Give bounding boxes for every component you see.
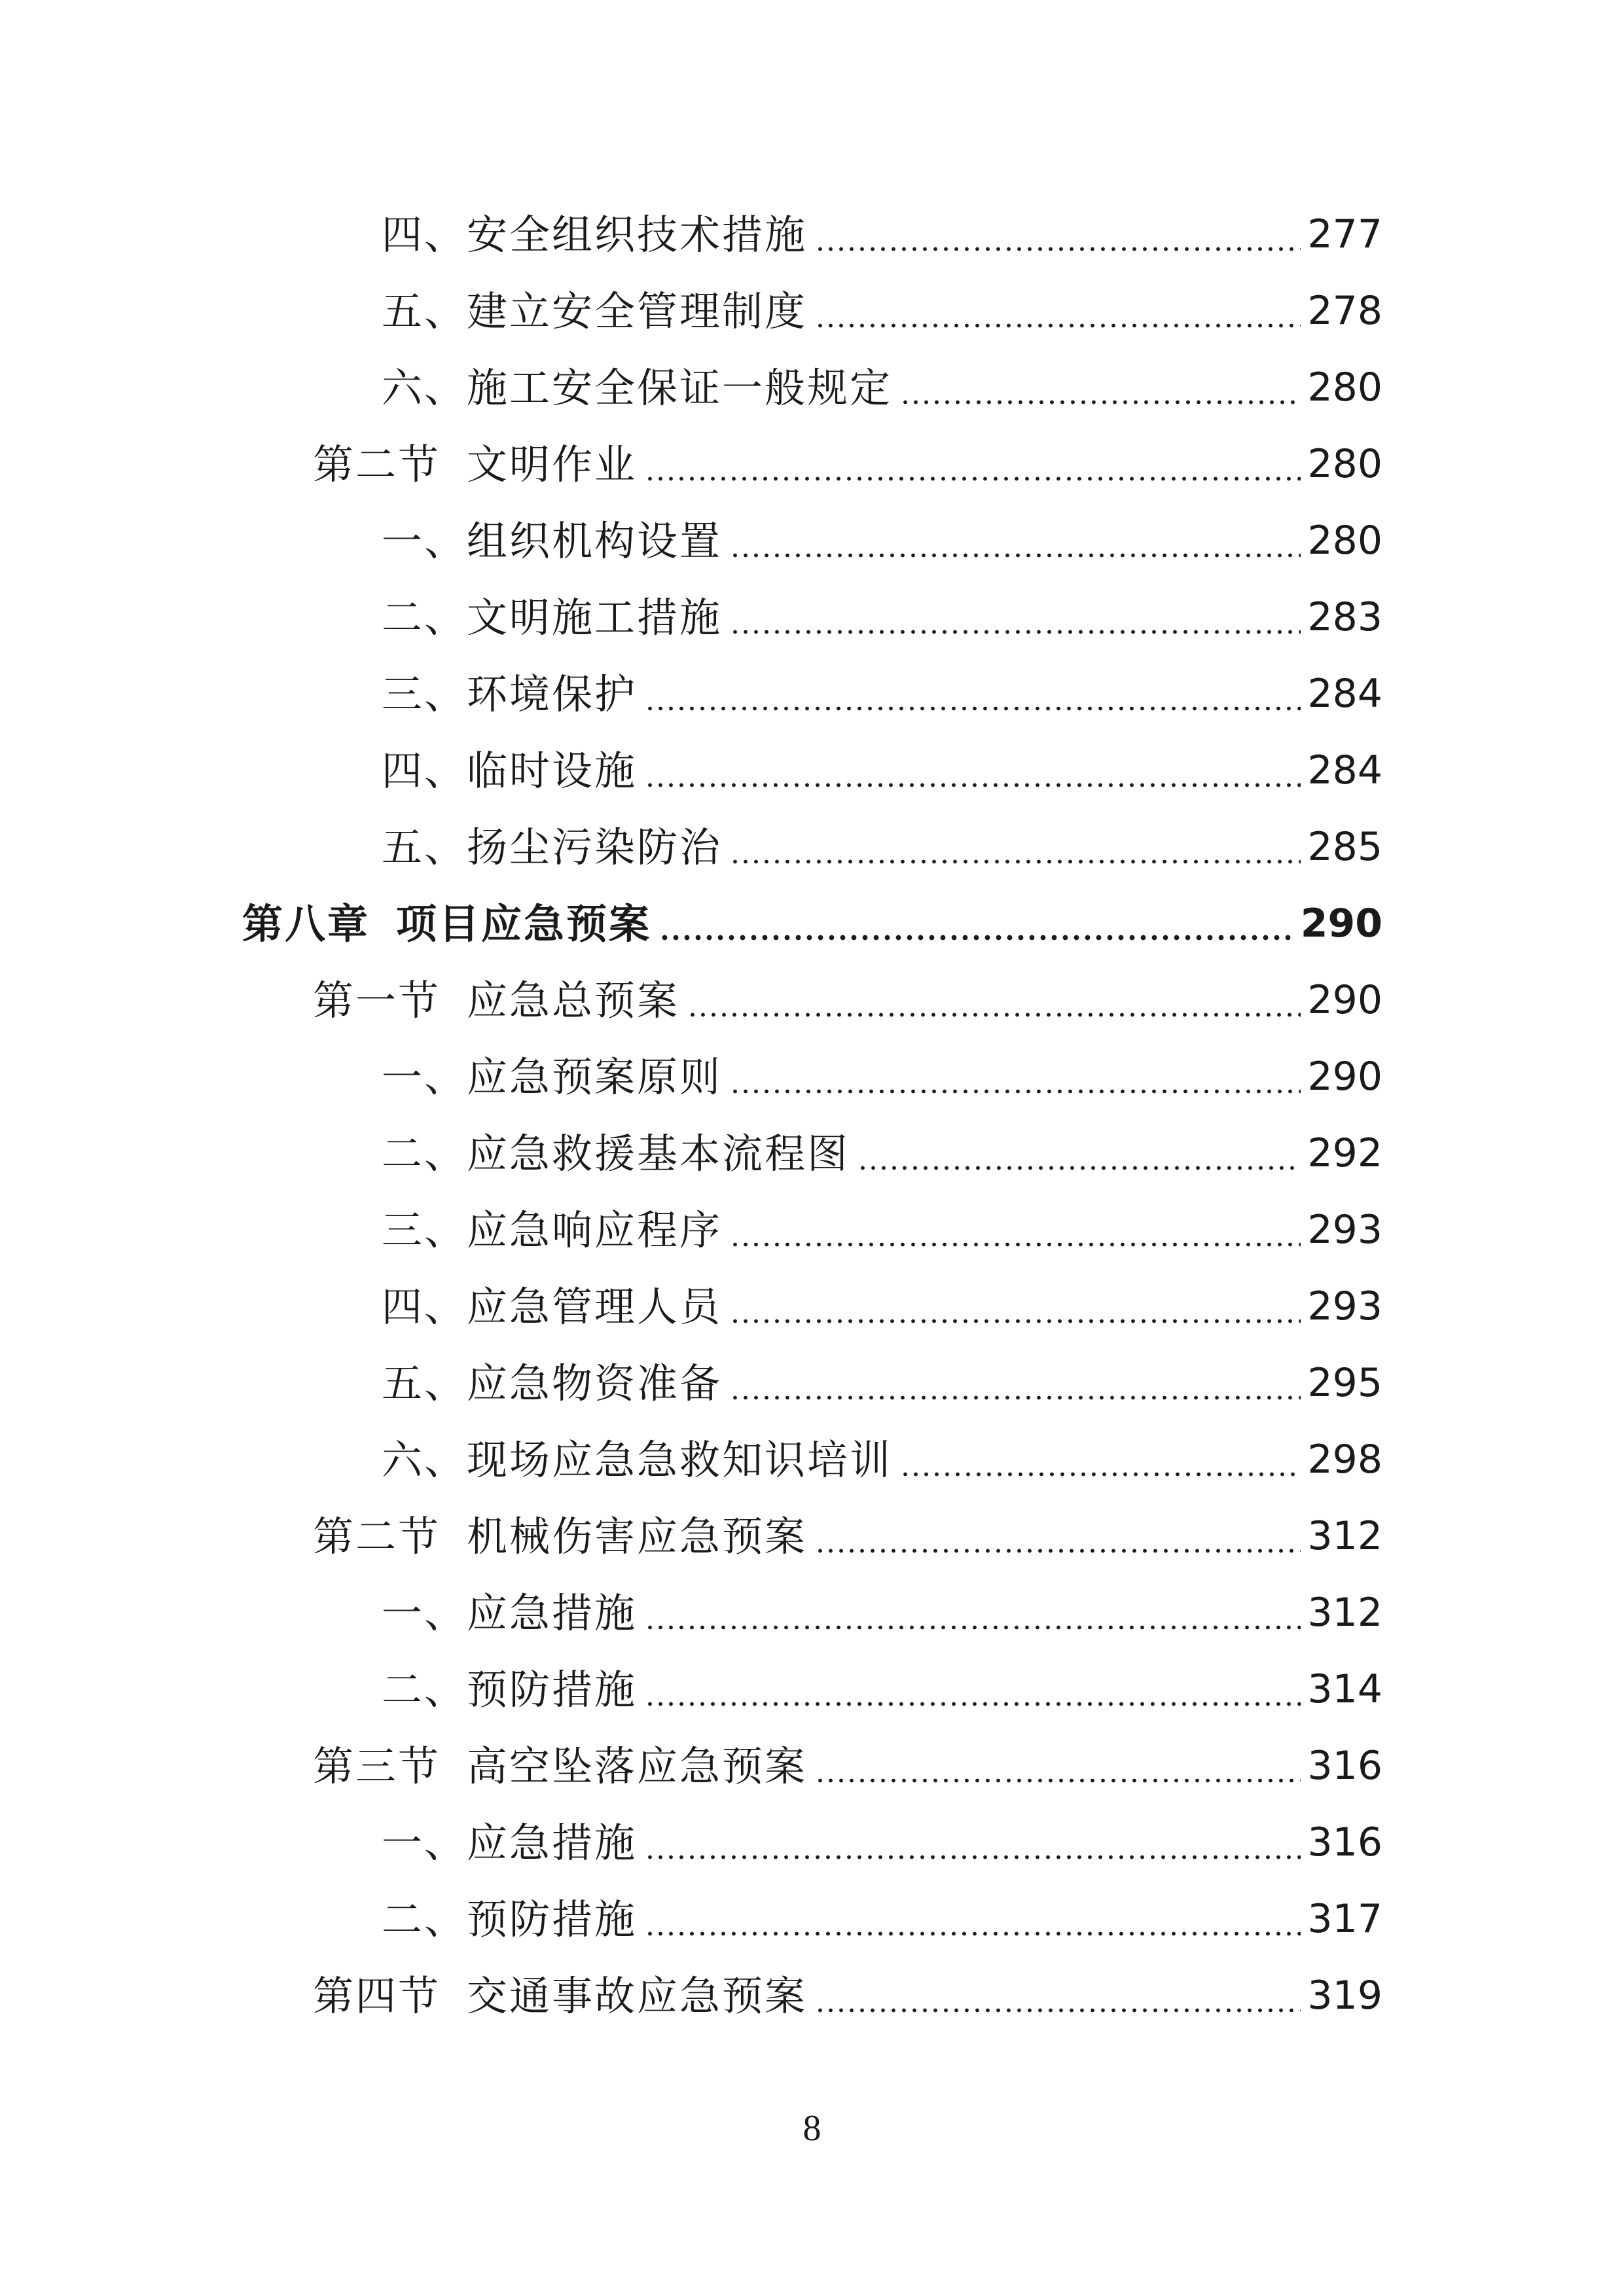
toc-entry-item[interactable] (0, 1115, 1624, 1192)
toc-entry-item[interactable] (0, 503, 1624, 579)
toc-entry-item[interactable] (0, 1039, 1624, 1115)
toc-entry-label (382, 809, 722, 886)
toc-entry-section[interactable] (0, 1958, 1624, 2034)
toc-entry-number: 一、 (382, 1819, 467, 1867)
toc-entry-label (382, 1422, 892, 1498)
dot-leader (815, 291, 1301, 332)
toc-entry-label (313, 1958, 807, 2034)
dot-leader (730, 1057, 1301, 1098)
toc-entry-item[interactable] (0, 579, 1624, 656)
toc-entry-page: 312 (1307, 1513, 1382, 1559)
toc-entry-title: 应急物资准备 (467, 1359, 723, 1407)
toc-entry-title: 文明施工措施 (467, 594, 723, 641)
toc-entry-page: 293 (1307, 1207, 1382, 1253)
dot-leader (900, 368, 1301, 408)
dot-leader (730, 598, 1301, 638)
toc-entry-page: 319 (1307, 1973, 1382, 2018)
toc-entry-item[interactable] (0, 1881, 1624, 1958)
toc-entry-title: 应急总预案 (467, 977, 680, 1024)
toc-entry-number: 二、 (382, 1895, 467, 1943)
toc-entry-label (313, 1498, 807, 1575)
toc-entry-number: 六、 (382, 364, 467, 412)
toc-entry-section[interactable] (0, 962, 1624, 1039)
toc-entry-label (382, 196, 807, 273)
toc-entry-page: 316 (1307, 1820, 1382, 1865)
toc-entry-page: 295 (1307, 1360, 1382, 1406)
dot-leader (645, 1823, 1301, 1863)
toc-entry-item[interactable] (0, 1651, 1624, 1728)
toc-entry-item[interactable] (0, 1804, 1624, 1881)
toc-entry-title: 应急措施 (467, 1589, 638, 1637)
toc-entry-number: 第八章 (242, 900, 370, 948)
toc-entry-number: 三、 (382, 670, 467, 718)
toc-entry-page: 280 (1307, 365, 1382, 410)
toc-entry-number: 四、 (382, 1283, 467, 1331)
toc-entry-page: 277 (1307, 211, 1382, 257)
dot-leader (730, 1287, 1301, 1327)
dot-leader (815, 215, 1301, 255)
toc-entry-title: 应急预案原则 (467, 1053, 723, 1101)
toc-entry-page: 284 (1307, 671, 1382, 717)
toc-entry-item[interactable] (0, 273, 1624, 350)
toc-entry-page: 298 (1307, 1437, 1382, 1482)
dot-leader (730, 521, 1301, 562)
toc-entry-label (382, 579, 722, 656)
toc-entry-label (382, 1345, 722, 1422)
toc-entry-title: 预防措施 (467, 1666, 638, 1713)
toc-entry-page: 290 (1300, 901, 1382, 946)
toc-entry-item[interactable] (0, 196, 1624, 273)
toc-entry-label (382, 503, 722, 579)
dot-leader (730, 1363, 1301, 1404)
dot-leader (857, 1134, 1301, 1174)
toc-entry-title: 扬尘污染防治 (467, 823, 723, 871)
toc-entry-title: 高空坠落应急预案 (467, 1742, 808, 1790)
toc-entry-label (382, 1575, 637, 1651)
toc-entry-title: 预防措施 (467, 1895, 638, 1943)
toc-entry-page: 284 (1307, 747, 1382, 793)
toc-entry-item[interactable] (0, 1422, 1624, 1498)
toc-entry-item[interactable] (0, 350, 1624, 426)
toc-entry-label (313, 1728, 807, 1804)
toc-entry-title: 组织机构设置 (467, 517, 723, 565)
dot-leader (645, 444, 1301, 485)
toc-entry-page: 293 (1307, 1283, 1382, 1329)
toc-entry-label (313, 962, 679, 1039)
toc-entry-title: 应急措施 (467, 1819, 638, 1867)
toc-entry-item[interactable] (0, 809, 1624, 886)
toc-entry-number: 五、 (382, 1359, 467, 1407)
dot-leader (730, 827, 1301, 868)
toc-entry-label (382, 1039, 722, 1115)
dot-leader (659, 904, 1294, 944)
toc-entry-section[interactable] (0, 1728, 1624, 1804)
toc-entry-item[interactable] (0, 1345, 1624, 1422)
dot-leader (687, 980, 1301, 1021)
toc-entry-page: 290 (1307, 1054, 1382, 1100)
toc-entry-title: 交通事故应急预案 (467, 1972, 808, 2020)
toc-entry-number: 四、 (382, 211, 467, 259)
toc-entry-chapter[interactable] (0, 886, 1624, 962)
toc-entry-label (382, 273, 807, 350)
toc-entry-title: 应急管理人员 (467, 1283, 723, 1331)
toc-entry-label (242, 886, 651, 962)
toc-entry-title: 机械伤害应急预案 (467, 1513, 808, 1560)
toc-entry-number: 二、 (382, 1666, 467, 1713)
toc-entry-label (382, 1192, 722, 1268)
toc-entry-title: 环境保护 (467, 670, 638, 718)
toc-entry-number: 一、 (382, 1053, 467, 1101)
toc-entry-label (382, 350, 892, 426)
toc-entry-number: 第三节 (313, 1742, 441, 1790)
toc-entry-title: 应急救援基本流程图 (467, 1130, 850, 1177)
toc-entry-label (382, 1881, 637, 1958)
toc-entry-number: 第二节 (313, 1513, 441, 1560)
toc-entry-label (382, 1651, 637, 1728)
toc-entry-item[interactable] (0, 656, 1624, 732)
toc-entry-page: 278 (1307, 288, 1382, 334)
toc-entry-title: 应急响应程序 (467, 1206, 723, 1254)
toc-entry-page: 314 (1307, 1666, 1382, 1712)
toc-entry-number: 六、 (382, 1436, 467, 1484)
toc-entry-section[interactable] (0, 1498, 1624, 1575)
dot-leader (645, 1899, 1301, 1940)
dot-leader (645, 751, 1301, 791)
toc-entry-number: 三、 (382, 1206, 467, 1254)
toc-entry-number: 五、 (382, 823, 467, 871)
table-of-contents (0, 196, 1624, 2034)
toc-entry-number: 二、 (382, 594, 467, 641)
toc-entry-title: 文明作业 (467, 440, 638, 488)
toc-entry-label (382, 656, 637, 732)
dot-leader (645, 674, 1301, 715)
toc-entry-number: 一、 (382, 1589, 467, 1637)
toc-entry-section[interactable] (0, 426, 1624, 503)
toc-entry-label (382, 732, 637, 809)
toc-entry-title: 安全组织技术措施 (467, 211, 808, 259)
toc-entry-title: 临时设施 (467, 747, 638, 795)
toc-entry-item[interactable] (0, 1575, 1624, 1651)
dot-leader (815, 1746, 1301, 1787)
toc-entry-item[interactable] (0, 1268, 1624, 1345)
dot-leader (900, 1440, 1301, 1480)
toc-entry-page: 285 (1307, 824, 1382, 870)
toc-entry-label (382, 1804, 637, 1881)
toc-entry-title: 现场应急急救知识培训 (467, 1436, 893, 1484)
toc-entry-page: 290 (1307, 977, 1382, 1023)
dot-leader (730, 1210, 1301, 1251)
toc-entry-page: 280 (1307, 518, 1382, 564)
dot-leader (815, 1516, 1301, 1557)
toc-entry-page: 317 (1307, 1896, 1382, 1942)
toc-entry-item[interactable] (0, 1192, 1624, 1268)
toc-entry-number: 第四节 (313, 1972, 441, 2020)
toc-entry-label (313, 426, 637, 503)
toc-entry-title: 施工安全保证一般规定 (467, 364, 893, 412)
toc-entry-page: 312 (1307, 1590, 1382, 1636)
toc-entry-title: 建立安全管理制度 (467, 287, 808, 335)
dot-leader (645, 1670, 1301, 1710)
toc-entry-page: 292 (1307, 1130, 1382, 1176)
dot-leader (645, 1593, 1301, 1634)
toc-entry-number: 二、 (382, 1130, 467, 1177)
toc-entry-title: 项目应急预案 (396, 900, 652, 948)
dot-leader (815, 1976, 1301, 2017)
toc-entry-number: 一、 (382, 517, 467, 565)
toc-entry-number: 四、 (382, 747, 467, 795)
toc-entry-page: 283 (1307, 594, 1382, 640)
toc-entry-item[interactable] (0, 732, 1624, 809)
toc-entry-label (382, 1268, 722, 1345)
toc-entry-page: 316 (1307, 1743, 1382, 1789)
page-number: 8 (803, 2108, 821, 2149)
toc-entry-page: 280 (1307, 441, 1382, 487)
toc-entry-number: 五、 (382, 287, 467, 335)
toc-entry-number: 第一节 (313, 977, 441, 1024)
toc-entry-label (382, 1115, 850, 1192)
toc-entry-number: 第二节 (313, 440, 441, 488)
